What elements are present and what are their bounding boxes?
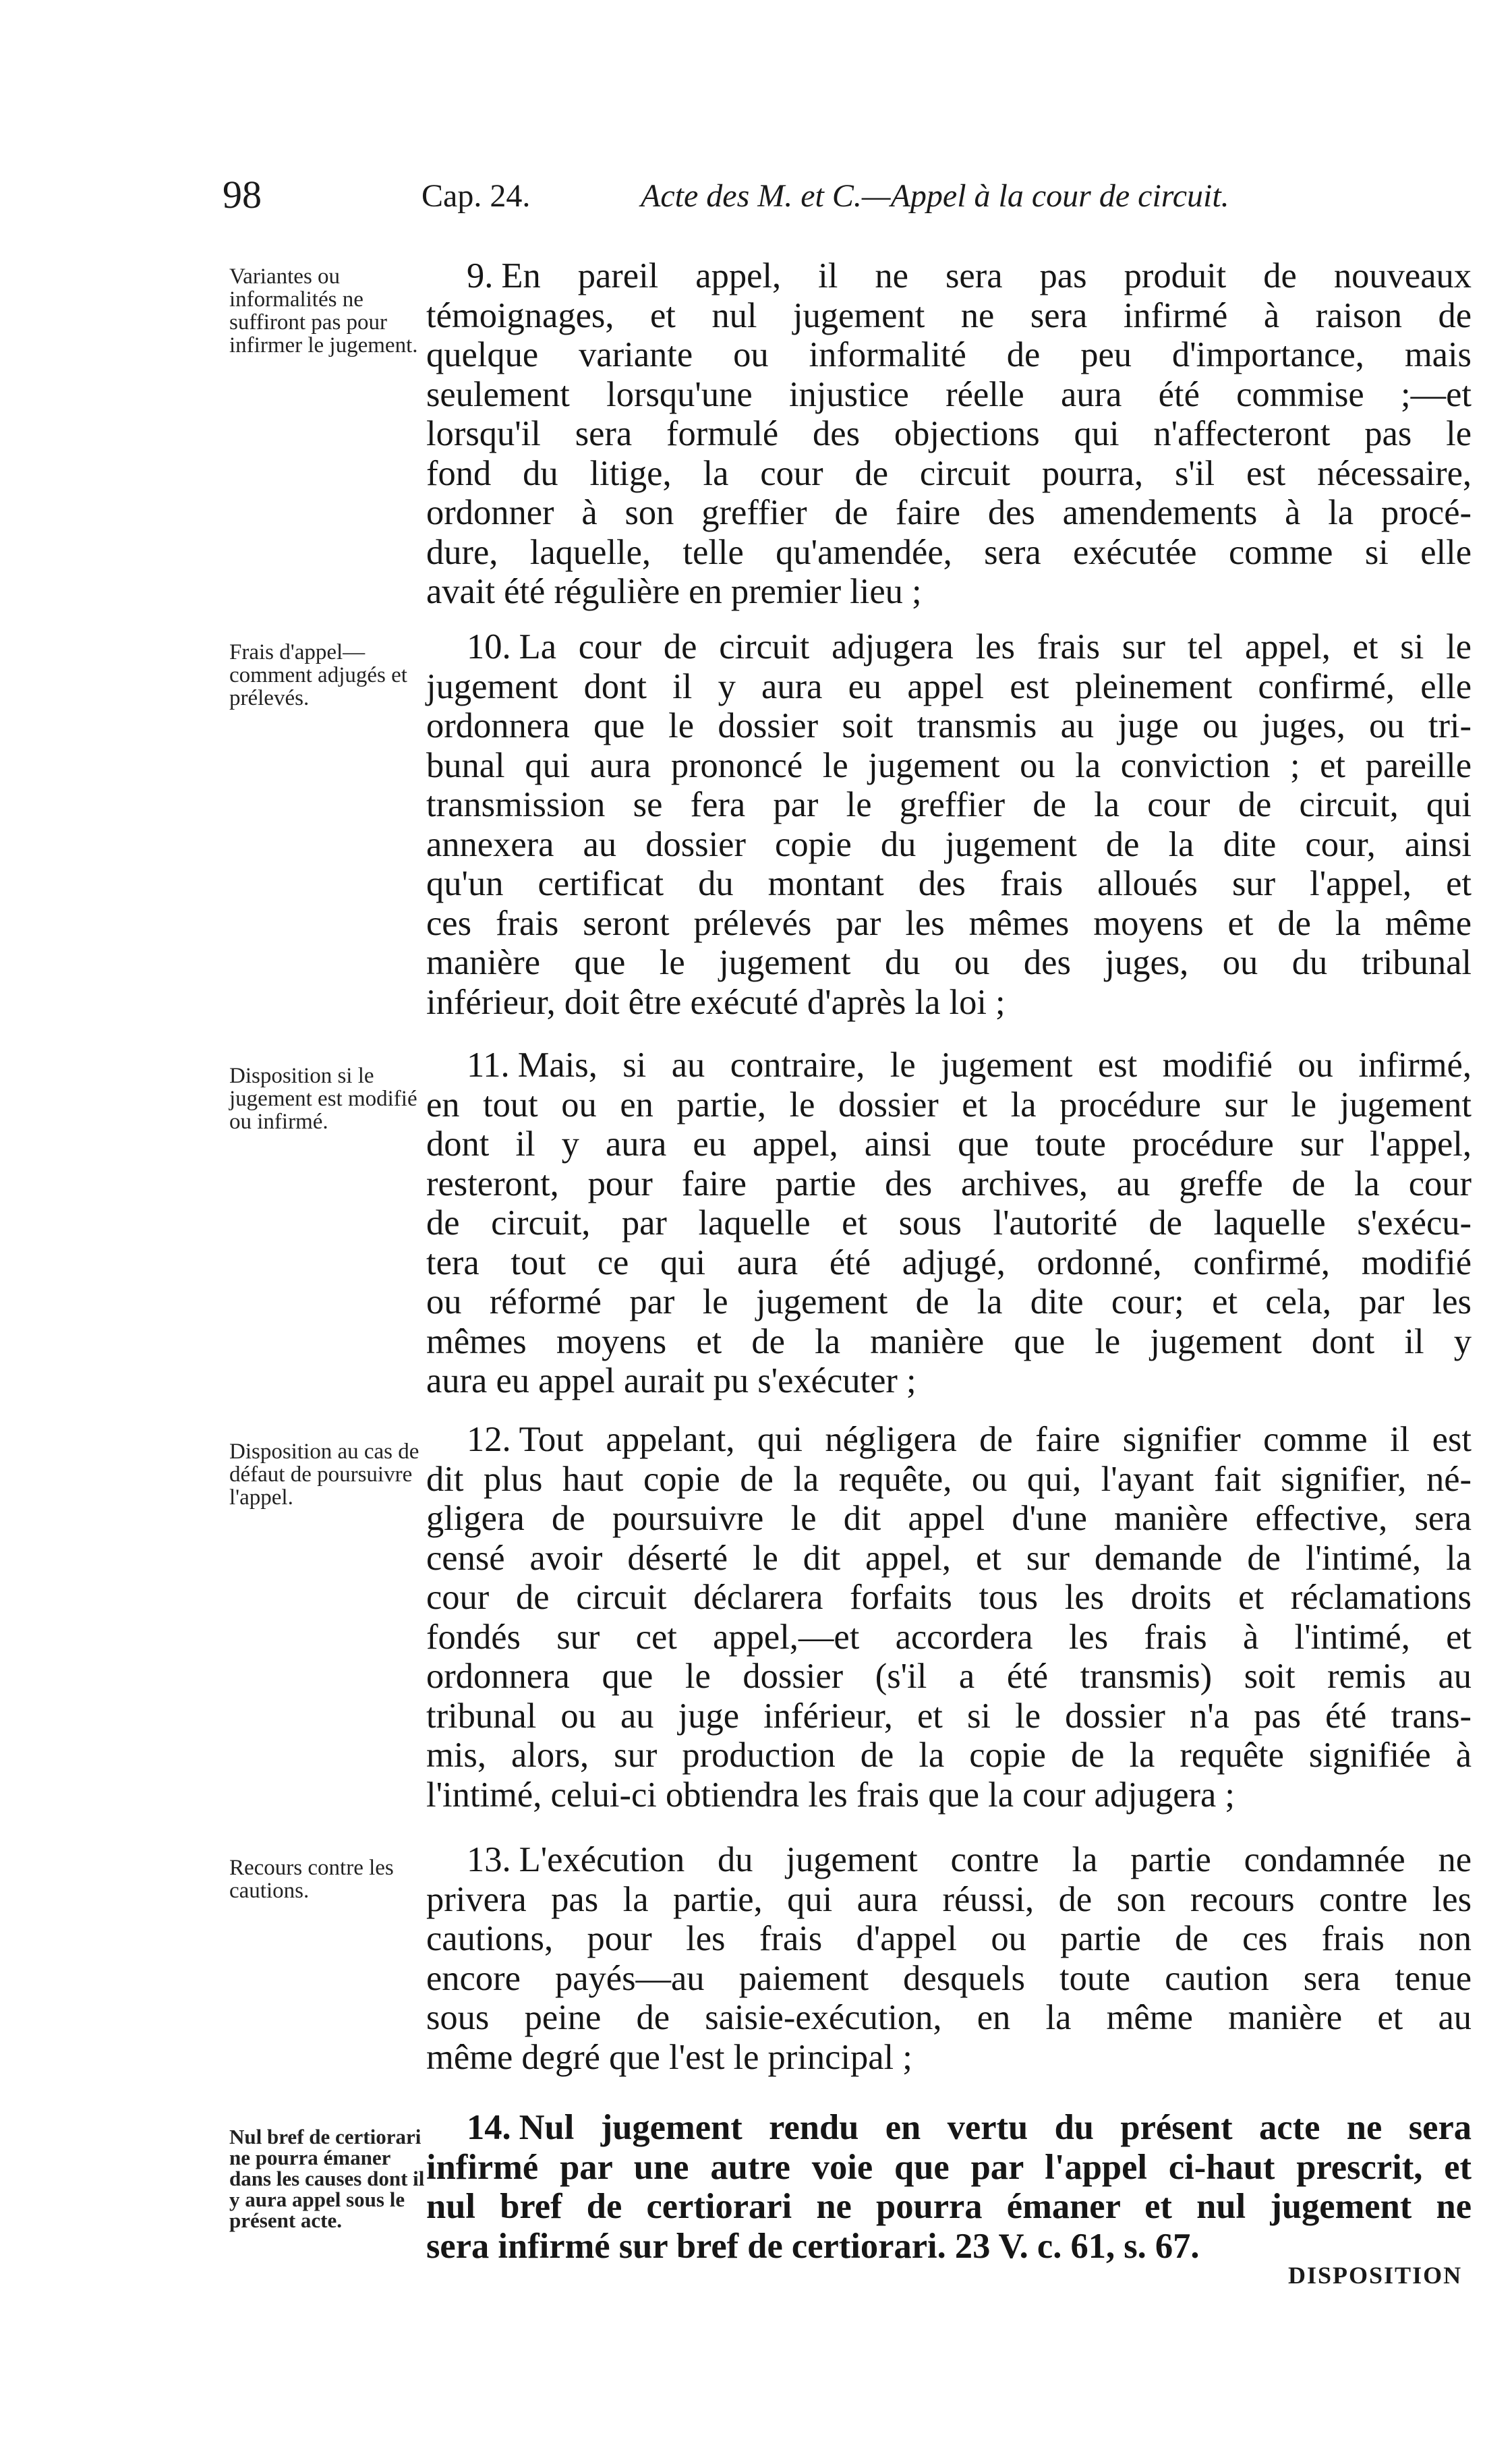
section-line: privera pas la partie, qui aura réussi, de son recours contre les <box>426 1879 1472 1919</box>
section-line: dont il y aura eu appel, ainsi que toute procédure sur l'appel, <box>426 1124 1472 1164</box>
running-title: Acte des M. et C.—Appel à la cour de circuit. <box>641 178 1229 214</box>
section-line: quelque variante ou informalité de peu d'importance, mais <box>426 335 1472 374</box>
section-line: tribunal ou au juge inférieur, et si le dossier n'a pas été trans- <box>426 1696 1472 1736</box>
section-line: ces frais seront prélevés par les mêmes moyens et de la même <box>426 903 1472 943</box>
section-line: l'intimé, celui-ci obtiendra les frais que la cour adjugera ; <box>426 1775 1235 1815</box>
section-line: 9. En pareil appel, il ne sera pas produit de nouveaux <box>467 256 1472 295</box>
section-10 <box>426 627 1472 1022</box>
section-11 <box>426 1046 1472 1401</box>
margin-note-14: Nul bref de certiorari ne pourra émaner dans les causes dont il y aura appel sous le présent acte. <box>229 2125 425 2232</box>
section-line: dit plus haut copie de la requête, ou qui, l'ayant fait signifier, né- <box>426 1459 1472 1499</box>
section-line: fondés sur cet appel,—et accordera les frais à l'intimé, et <box>426 1617 1472 1657</box>
catchword: DISPOSITION <box>1288 2262 1463 2289</box>
section-line: mêmes moyens et de la manière que le jugement dont il y <box>426 1321 1472 1361</box>
margin-note-12: Disposition au cas de défaut de poursuivre l'appel. <box>229 1440 419 1510</box>
section-line: tera tout ce qui aura été adjugé, ordonné, confirmé, modifié <box>426 1243 1472 1282</box>
section-line: censé avoir déserté le dit appel, et sur demande de l'intimé, la <box>426 1538 1472 1578</box>
section-line: avait été régulière en premier lieu ; <box>426 572 922 611</box>
section-line: mis, alors, sur production de la copie de la requête signifiée à <box>426 1736 1472 1775</box>
section-line: ordonnera que le dossier (s'il a été transmis) soit remis au <box>426 1657 1472 1696</box>
section-12 <box>426 1420 1472 1815</box>
section-line: bunal qui aura prononcé le jugement ou la conviction ; et pareille <box>426 745 1472 785</box>
section-number: 9. <box>467 256 494 295</box>
margin-note-13: Recours contre les cautions. <box>229 1856 394 1903</box>
margin-note-11: Disposition si le jugement est modifié ou infirmé. <box>229 1064 417 1134</box>
section-number: 13. <box>467 1840 511 1879</box>
section-line: ou réformé par le jugement de la dite cour; et cela, par les <box>426 1282 1472 1321</box>
section-line: en tout ou en partie, le dossier et la procédure sur le jugement <box>426 1085 1472 1124</box>
section-13 <box>426 1840 1472 2077</box>
section-line: 10. La cour de circuit adjugera les frais sur tel appel, et si le <box>467 627 1472 666</box>
section-line: manière que le jugement du ou des juges, ou du tribunal <box>426 943 1472 982</box>
section-line: nul bref de certiorari ne pourra émaner et nul jugement ne <box>426 2187 1472 2226</box>
section-number: 11. <box>467 1046 510 1085</box>
margin-note-10: Frais d'appel— comment adjugés et prélevés. <box>229 640 407 710</box>
margin-note-9: Variantes ou informalités ne suffiront pas pour infirmer le jugement. <box>229 264 418 358</box>
section-line: fond du litige, la cour de circuit pourra, s'il est nécessaire, <box>426 453 1472 493</box>
section-line: 14. Nul jugement rendu en vertu du présent acte ne sera <box>467 2108 1472 2147</box>
section-line: de circuit, par laquelle et sous l'autorité de laquelle s'exécu- <box>426 1203 1472 1243</box>
section-line: cautions, pour les frais d'appel ou partie de ces frais non <box>426 1919 1472 1958</box>
section-9 <box>426 256 1472 612</box>
section-line: infirmé par une autre voie que par l'appel ci-haut prescrit, et <box>426 2147 1472 2187</box>
section-line: resteront, pour faire partie des archives, au greffe de la cour <box>426 1164 1472 1203</box>
section-line: témoignages, et nul jugement ne sera infirmé à raison de <box>426 295 1472 335</box>
section-line: qu'un certificat du montant des frais alloués sur l'appel, et <box>426 864 1472 903</box>
section-line: dure, laquelle, telle qu'amendée, sera exécutée comme si elle <box>426 532 1472 572</box>
section-line: 12. Tout appelant, qui négligera de faire signifier comme il est <box>467 1420 1472 1459</box>
section-line: ordonner à son greffier de faire des amendements à la procé- <box>426 493 1472 532</box>
page-header <box>223 172 1409 226</box>
section-line: cour de circuit déclarera forfaits tous les droits et réclamations <box>426 1578 1472 1617</box>
section-number: 10. <box>467 627 511 666</box>
section-line: lorsqu'il sera formulé des objections qui n'affecteront pas le <box>426 414 1472 453</box>
section-line: sera infirmé sur bref de certiorari. 23 V. c. 61, s. 67. <box>426 2226 1200 2266</box>
section-line: même degré que l'est le principal ; <box>426 2037 912 2077</box>
section-line: 11. Mais, si au contraire, le jugement est modifié ou infirmé, <box>467 1046 1472 1085</box>
page-number: 98 <box>223 173 262 217</box>
section-line: 13. L'exécution du jugement contre la partie condamnée ne <box>467 1840 1472 1879</box>
section-line: gligera de poursuivre le dit appel d'une manière effective, sera <box>426 1499 1472 1538</box>
section-number: 12. <box>467 1420 511 1459</box>
section-line: seulement lorsqu'une injustice réelle aura été commise ;—et <box>426 374 1472 414</box>
chapter-label: Cap. 24. <box>421 178 531 214</box>
section-line: inférieur, doit être exécuté d'après la loi ; <box>426 982 1006 1022</box>
section-line: sous peine de saisie-exécution, en la même manière et au <box>426 1998 1472 2037</box>
section-line: jugement dont il y aura eu appel est pleinement confirmé, elle <box>426 666 1472 706</box>
section-line: transmission se fera par le greffier de la cour de circuit, qui <box>426 785 1472 824</box>
section-line: annexera au dossier copie du jugement de la dite cour, ainsi <box>426 824 1472 864</box>
section-number: 14. <box>467 2108 511 2147</box>
section-line: aura eu appel aurait pu s'exécuter ; <box>426 1361 917 1400</box>
section-line: ordonnera que le dossier soit transmis au juge ou juges, ou tri- <box>426 706 1472 745</box>
section-line: encore payés—au paiement desquels toute caution sera tenue <box>426 1958 1472 1998</box>
section-14 <box>426 2108 1472 2266</box>
